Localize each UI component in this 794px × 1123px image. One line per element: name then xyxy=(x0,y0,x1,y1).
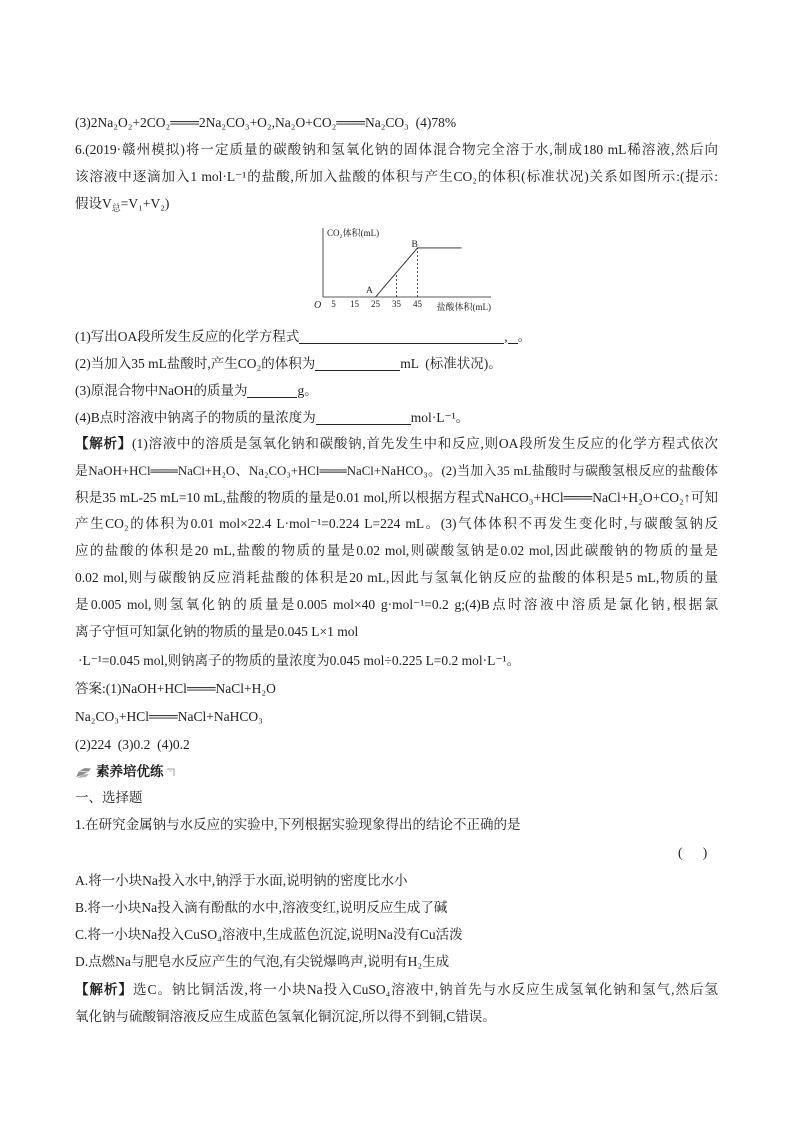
q1-option-a: A.将一小块Na投入水中,钠浮于水面,说明钠的密度比水小 xyxy=(75,873,408,888)
analysis-text: (1)溶液中的溶质是氢氧化钠和碳酸钠,首先发生中和反应,则OA段所发生反应的化学方程式依次 xyxy=(132,436,718,451)
section-header xyxy=(75,763,175,781)
q1-analysis-line-2: 氧化钠与硫酸铜溶液反应生成蓝色氢氧化铜沉淀,所以得不到铜,C错误。 xyxy=(75,1009,496,1024)
q1-option-c: C.将一小块Na投入CuSO₄溶液中,生成蓝色沉淀,说明Na没有Cu活泼 xyxy=(75,927,463,942)
subsection-title: 一、选择题 xyxy=(75,790,143,805)
sub-question-4 xyxy=(75,409,469,427)
hint-text: 假设V xyxy=(75,196,112,211)
section-title: 素养培优练 xyxy=(96,764,164,779)
sub-question-1-prompt: (1)写出OA段所发生反应的化学方程式 xyxy=(75,329,300,344)
q6-analysis-line-1 xyxy=(75,435,718,453)
series-line xyxy=(376,248,462,297)
q6-hint-line xyxy=(75,195,169,213)
section-tail-decoration-icon xyxy=(166,767,175,777)
x-tick-label: 45 xyxy=(413,299,422,309)
point-label-b: B xyxy=(411,239,418,250)
q6-stem-line-2: 该溶液中逐滴加入1 mol·L⁻¹的盐酸,所加入盐酸的体积与产生CO₂的体积(标准状况)关系如图所示:(提示: xyxy=(75,169,718,184)
co2-volume-chart xyxy=(300,220,500,316)
sub-question-2-prompt: (2)当加入35 mL盐酸时,产生CO₂的体积为 xyxy=(75,356,316,371)
q6-analysis-line-6: 0.02 mol,则与碳酸钠反应消耗盐酸的体积是20 mL,因此与氢氧化钠反应的盐酸的体积是5 mL,物质的量 xyxy=(75,570,718,585)
answer-blank xyxy=(247,384,297,398)
sub-question-4-prompt: (4)B点时溶液中钠离子的物质的量浓度为 xyxy=(75,410,316,425)
analysis-label: 【解析】 xyxy=(75,982,133,997)
x-tick-label: 15 xyxy=(350,299,359,309)
q1-stem: 1.在研究金属钠与水反应的实验中,下列根据实验现象得出的结论不正确的是 xyxy=(75,817,521,832)
q6-answer-line-2: Na₂CO₃+HCl═══NaCl+NaHCO₃ xyxy=(75,709,263,724)
q6-stem-line-1: 6.(2019·赣州模拟)将一定质量的碳酸钠和氢氧化钠的固体混合物完全溶于水,制成180 mL稀溶液,然后向 xyxy=(75,142,718,157)
x-tick-label: 35 xyxy=(392,299,401,309)
answer-blank xyxy=(508,330,518,344)
sub-question-4-end: mol·L⁻¹。 xyxy=(410,410,470,425)
y-axis-label: CO₂体积(mL) xyxy=(327,228,380,239)
hint-text-end: =V₁+V₂) xyxy=(120,196,170,211)
q6-analysis-line-5: 应的盐酸的体积是20 mL,盐酸的物质的量是0.02 mol,则碳酸氢钠是0.02 mol,因此碳酸钠的物质的量是 xyxy=(75,543,718,558)
q6-analysis-line-4: 产生CO₂的体积为0.01 mol×22.4 L·mol⁻¹=0.224 L=224 mL。(3)气体体积不再发生变化时,与碳酸氢钠反 xyxy=(75,516,718,531)
x-axis-label: 盐酸体积(mL) xyxy=(436,302,491,312)
q6-analysis-line-8: 离子守恒可知氯化钠的物质的量是0.045 L×1 mol xyxy=(75,624,359,639)
q6-answer-line-3: (2)224 (3)0.2 (4)0.2 xyxy=(75,737,190,752)
q1-analysis-line-1 xyxy=(75,981,718,999)
q1-option-d: D.点燃Na与肥皂水反应产生的气泡,有尖锐爆鸣声,说明有H₂生成 xyxy=(75,954,450,969)
sub-question-3 xyxy=(75,382,318,400)
origin-label: O xyxy=(314,300,322,311)
sub-question-2 xyxy=(75,355,502,373)
q1-option-b: B.将一小块Na投入滴有酚酞的水中,溶液变红,说明反应生成了碱 xyxy=(75,900,448,915)
previous-answer-line: (3)2Na₂O₂+2CO₂═══2Na₂CO₃+O₂,Na₂O+CO₂═══Na₂CO₃ (4)78% xyxy=(75,115,457,130)
answer-blank xyxy=(316,411,411,425)
point-label-a: A xyxy=(366,286,373,296)
sub-question-2-end: mL (标准状况)。 xyxy=(400,356,502,371)
q6-analysis-line-9: ·L⁻¹=0.045 mol,则钠离子的物质的量浓度为0.045 mol÷0.225 L=0.2 mol·L⁻¹。 xyxy=(78,653,521,668)
answer-blank xyxy=(315,357,400,371)
x-tick-label: 5 xyxy=(331,299,336,309)
analysis-text: 选C。钠比铜活泼,将一小块Na投入CuSO₄溶液中,钠首先与水反应生成氢氧化钠和氢气,然后氢 xyxy=(133,982,719,997)
sub-question-1 xyxy=(75,328,531,346)
q6-analysis-line-2: 是NaOH+HCl═══NaCl+H₂O、Na₂CO₃+HCl═══NaCl+NaHCO₃。(2)当加入35 mL盐酸时与碳酸氢根反应的盐酸体 xyxy=(75,464,718,478)
answer-bracket: ( ) xyxy=(678,845,708,860)
hint-subscript: 总 xyxy=(111,203,121,213)
q6-analysis-line-3: 积是35 mL-25 mL=10 mL,盐酸的物质的量是0.01 mol,所以根据方程式NaHCO₃+HCl═══NaCl+H₂O+CO₂↑可知 xyxy=(75,490,718,505)
sub-question-1-comma: , xyxy=(504,329,508,344)
answer-blank xyxy=(299,330,504,344)
sub-question-3-end: g。 xyxy=(297,383,318,398)
q6-answer-line-1: 答案:(1)NaOH+HCl═══NaCl+H₂O xyxy=(75,681,276,696)
analysis-label: 【解析】 xyxy=(75,436,133,451)
x-tick-label: 25 xyxy=(371,299,380,309)
sub-question-3-prompt: (3)原混合物中NaOH的质量为 xyxy=(75,383,248,398)
pencil-icon xyxy=(75,766,93,779)
q6-analysis-line-7: 是0.005 mol,则氢氧化钠的质量是0.005 mol×40 g·mol⁻¹=0.2 g;(4)B点时溶液中溶质是氯化钠,根据氯 xyxy=(75,597,718,612)
sub-question-1-end: 。 xyxy=(517,329,532,344)
